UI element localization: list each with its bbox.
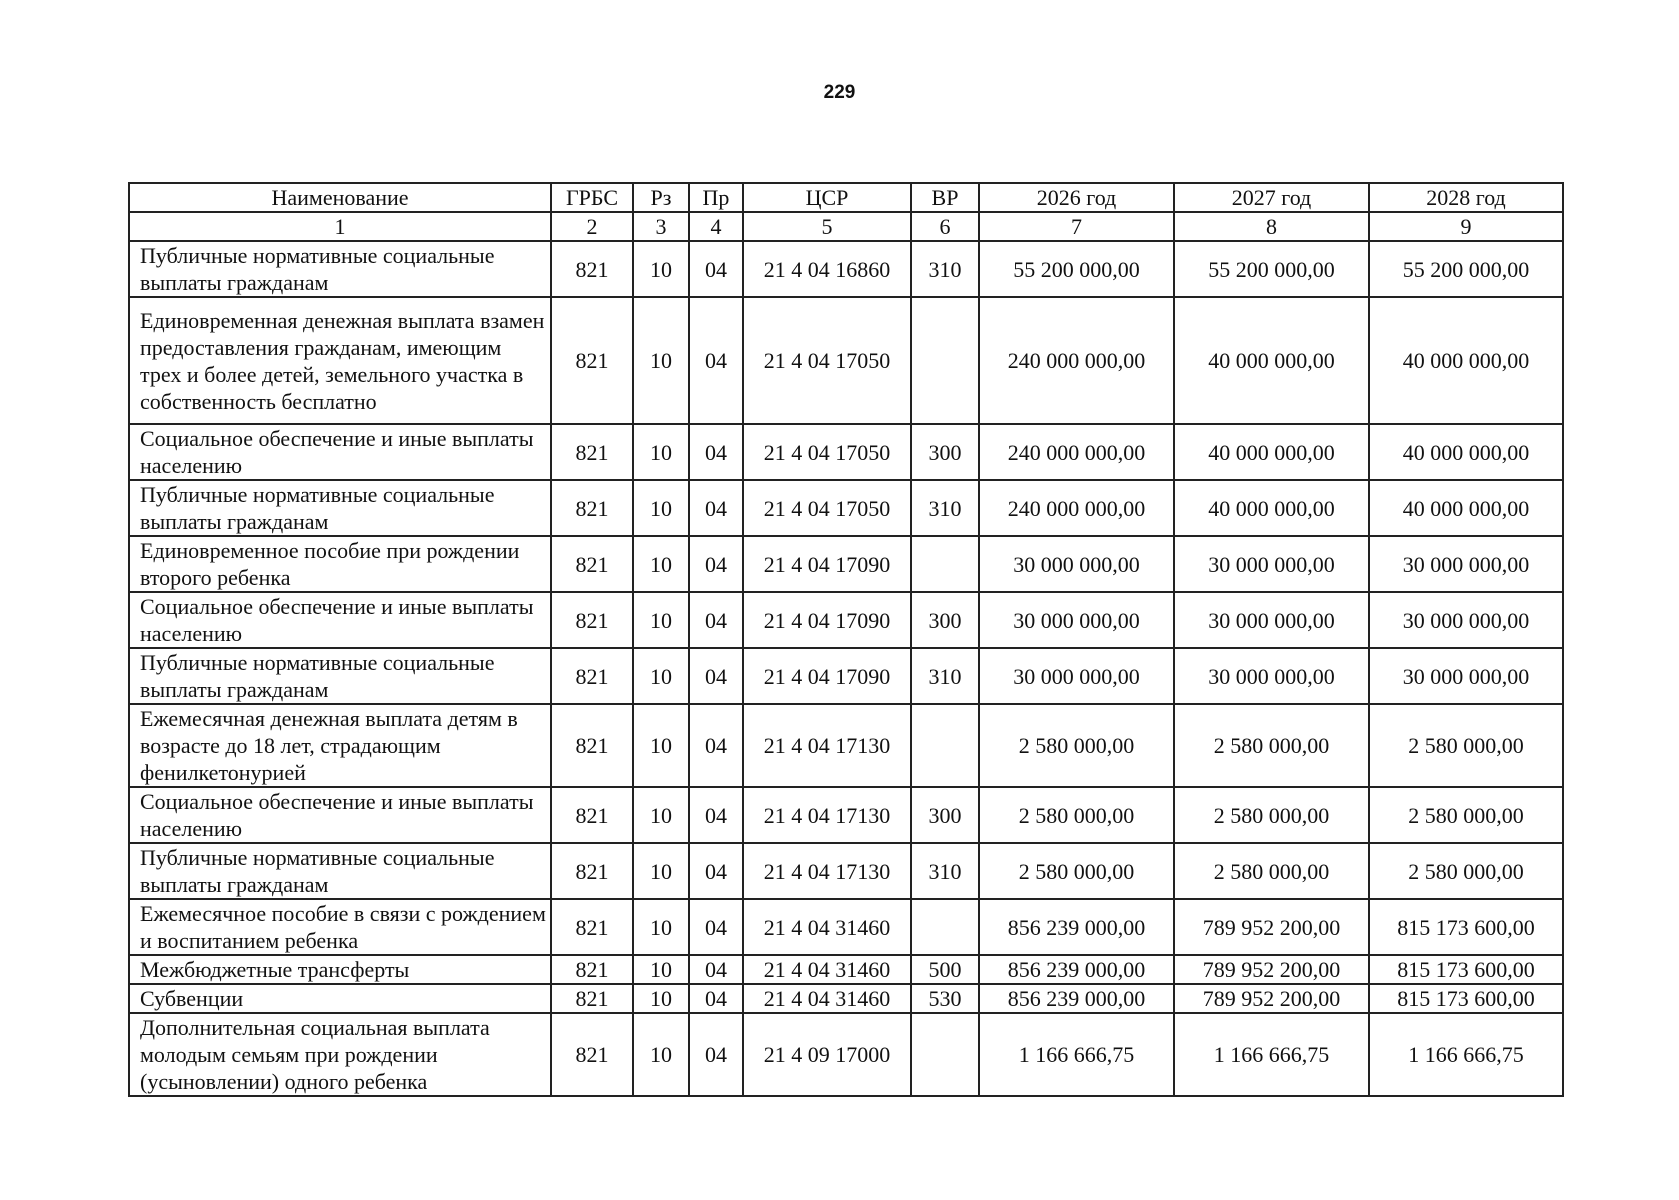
cell-2026: 1 166 666,75 xyxy=(979,1013,1174,1096)
cell-csr: 21 4 04 17090 xyxy=(743,648,911,704)
cell-grbs: 821 xyxy=(551,536,633,592)
cell-vr xyxy=(911,297,979,424)
cell-2027: 40 000 000,00 xyxy=(1174,297,1369,424)
cell-2026: 856 239 000,00 xyxy=(979,899,1174,955)
table-row xyxy=(129,536,1563,592)
cell-grbs: 821 xyxy=(551,1013,633,1096)
cell-rz: 10 xyxy=(633,648,689,704)
table-row xyxy=(129,424,1563,480)
cell-2028: 40 000 000,00 xyxy=(1369,480,1563,536)
column-number: 5 xyxy=(743,212,911,241)
table-row xyxy=(129,297,1563,424)
cell-2026: 2 580 000,00 xyxy=(979,843,1174,899)
cell-2028: 30 000 000,00 xyxy=(1369,592,1563,648)
header-pr: Пр xyxy=(689,183,743,212)
cell-2027: 1 166 666,75 xyxy=(1174,1013,1369,1096)
column-number: 6 xyxy=(911,212,979,241)
cell-vr: 310 xyxy=(911,843,979,899)
cell-csr: 21 4 04 17050 xyxy=(743,297,911,424)
cell-name: Публичные нормативные социальные выплаты гражданам xyxy=(129,843,551,899)
header-2027: 2027 год xyxy=(1174,183,1369,212)
cell-vr: 300 xyxy=(911,424,979,480)
column-number: 8 xyxy=(1174,212,1369,241)
cell-2028: 815 173 600,00 xyxy=(1369,955,1563,984)
cell-pr: 04 xyxy=(689,843,743,899)
cell-2026: 30 000 000,00 xyxy=(979,536,1174,592)
cell-rz: 10 xyxy=(633,899,689,955)
cell-csr: 21 4 04 17130 xyxy=(743,787,911,843)
cell-grbs: 821 xyxy=(551,899,633,955)
cell-grbs: 821 xyxy=(551,648,633,704)
cell-rz: 10 xyxy=(633,1013,689,1096)
cell-vr: 300 xyxy=(911,592,979,648)
cell-csr: 21 4 09 17000 xyxy=(743,1013,911,1096)
cell-2027: 55 200 000,00 xyxy=(1174,241,1369,297)
cell-2028: 55 200 000,00 xyxy=(1369,241,1563,297)
header-csr: ЦСР xyxy=(743,183,911,212)
header-name: Наименование xyxy=(129,183,551,212)
column-number: 2 xyxy=(551,212,633,241)
cell-pr: 04 xyxy=(689,899,743,955)
cell-csr: 21 4 04 17130 xyxy=(743,843,911,899)
cell-2026: 30 000 000,00 xyxy=(979,648,1174,704)
table-row xyxy=(129,648,1563,704)
cell-pr: 04 xyxy=(689,424,743,480)
cell-name: Субвенции xyxy=(129,984,551,1013)
cell-name: Публичные нормативные социальные выплаты гражданам xyxy=(129,241,551,297)
cell-2027: 789 952 200,00 xyxy=(1174,955,1369,984)
budget-table xyxy=(128,182,1564,1097)
cell-grbs: 821 xyxy=(551,984,633,1013)
cell-grbs: 821 xyxy=(551,843,633,899)
cell-2026: 856 239 000,00 xyxy=(979,955,1174,984)
cell-csr: 21 4 04 17090 xyxy=(743,592,911,648)
cell-rz: 10 xyxy=(633,787,689,843)
cell-pr: 04 xyxy=(689,1013,743,1096)
cell-grbs: 821 xyxy=(551,424,633,480)
cell-pr: 04 xyxy=(689,297,743,424)
page-number: 229 xyxy=(823,82,856,103)
cell-pr: 04 xyxy=(689,787,743,843)
cell-2028: 30 000 000,00 xyxy=(1369,648,1563,704)
cell-name: Дополнительная социальная выплата молодым семьям при рождении (усыновлении) одного ребенка xyxy=(129,1013,551,1096)
cell-2028: 815 173 600,00 xyxy=(1369,899,1563,955)
cell-csr: 21 4 04 31460 xyxy=(743,899,911,955)
cell-rz: 10 xyxy=(633,704,689,787)
cell-pr: 04 xyxy=(689,480,743,536)
cell-grbs: 821 xyxy=(551,480,633,536)
cell-pr: 04 xyxy=(689,592,743,648)
cell-vr: 300 xyxy=(911,787,979,843)
cell-grbs: 821 xyxy=(551,297,633,424)
cell-name: Публичные нормативные социальные выплаты гражданам xyxy=(129,480,551,536)
cell-2028: 40 000 000,00 xyxy=(1369,424,1563,480)
cell-rz: 10 xyxy=(633,480,689,536)
cell-2027: 30 000 000,00 xyxy=(1174,536,1369,592)
cell-csr: 21 4 04 31460 xyxy=(743,955,911,984)
column-number: 9 xyxy=(1369,212,1563,241)
cell-grbs: 821 xyxy=(551,592,633,648)
cell-2027: 30 000 000,00 xyxy=(1174,648,1369,704)
cell-2027: 40 000 000,00 xyxy=(1174,424,1369,480)
cell-2026: 30 000 000,00 xyxy=(979,592,1174,648)
column-number: 7 xyxy=(979,212,1174,241)
cell-name: Социальное обеспечение и иные выплаты населению xyxy=(129,787,551,843)
cell-csr: 21 4 04 17090 xyxy=(743,536,911,592)
cell-2026: 240 000 000,00 xyxy=(979,297,1174,424)
cell-rz: 10 xyxy=(633,984,689,1013)
column-number: 4 xyxy=(689,212,743,241)
cell-2028: 2 580 000,00 xyxy=(1369,704,1563,787)
cell-name: Единовременная денежная выплата взамен предоставления гражданам, имеющим трех и более детей, земельного участка в собственность бесплатно xyxy=(129,297,551,424)
header-grbs: ГРБС xyxy=(551,183,633,212)
cell-grbs: 821 xyxy=(551,787,633,843)
cell-rz: 10 xyxy=(633,424,689,480)
cell-vr xyxy=(911,704,979,787)
cell-rz: 10 xyxy=(633,297,689,424)
cell-2026: 240 000 000,00 xyxy=(979,480,1174,536)
cell-pr: 04 xyxy=(689,536,743,592)
cell-csr: 21 4 04 31460 xyxy=(743,984,911,1013)
cell-csr: 21 4 04 16860 xyxy=(743,241,911,297)
header-rz: Рз xyxy=(633,183,689,212)
cell-2028: 815 173 600,00 xyxy=(1369,984,1563,1013)
cell-2027: 30 000 000,00 xyxy=(1174,592,1369,648)
header-vr: ВР xyxy=(911,183,979,212)
cell-2026: 55 200 000,00 xyxy=(979,241,1174,297)
table-body xyxy=(129,241,1563,1096)
table-row xyxy=(129,241,1563,297)
cell-csr: 21 4 04 17050 xyxy=(743,424,911,480)
cell-grbs: 821 xyxy=(551,955,633,984)
cell-2027: 789 952 200,00 xyxy=(1174,899,1369,955)
cell-2028: 2 580 000,00 xyxy=(1369,787,1563,843)
table-row xyxy=(129,955,1563,984)
cell-2026: 856 239 000,00 xyxy=(979,984,1174,1013)
cell-pr: 04 xyxy=(689,704,743,787)
cell-name: Социальное обеспечение и иные выплаты населению xyxy=(129,592,551,648)
cell-name: Межбюджетные трансферты xyxy=(129,955,551,984)
cell-2027: 789 952 200,00 xyxy=(1174,984,1369,1013)
cell-2026: 240 000 000,00 xyxy=(979,424,1174,480)
column-number: 3 xyxy=(633,212,689,241)
header-row xyxy=(129,183,1563,212)
cell-2028: 40 000 000,00 xyxy=(1369,297,1563,424)
column-number-row xyxy=(129,212,1563,241)
cell-name: Ежемесячное пособие в связи с рождением и воспитанием ребенка xyxy=(129,899,551,955)
cell-vr: 500 xyxy=(911,955,979,984)
cell-2028: 2 580 000,00 xyxy=(1369,843,1563,899)
cell-pr: 04 xyxy=(689,241,743,297)
table-row xyxy=(129,843,1563,899)
column-number: 1 xyxy=(129,212,551,241)
table-row xyxy=(129,1013,1563,1096)
cell-2026: 2 580 000,00 xyxy=(979,704,1174,787)
cell-vr xyxy=(911,1013,979,1096)
cell-2027: 2 580 000,00 xyxy=(1174,787,1369,843)
header-2028: 2028 год xyxy=(1369,183,1563,212)
table-row xyxy=(129,984,1563,1013)
cell-pr: 04 xyxy=(689,955,743,984)
cell-pr: 04 xyxy=(689,984,743,1013)
cell-vr: 310 xyxy=(911,480,979,536)
cell-name: Ежемесячная денежная выплата детям в возрасте до 18 лет, страдающим фенилкетонурией xyxy=(129,704,551,787)
cell-rz: 10 xyxy=(633,536,689,592)
cell-vr: 310 xyxy=(911,241,979,297)
cell-name: Социальное обеспечение и иные выплаты населению xyxy=(129,424,551,480)
table-row xyxy=(129,704,1563,787)
header-2026: 2026 год xyxy=(979,183,1174,212)
cell-vr xyxy=(911,536,979,592)
table-row xyxy=(129,787,1563,843)
cell-grbs: 821 xyxy=(551,704,633,787)
cell-csr: 21 4 04 17130 xyxy=(743,704,911,787)
cell-2027: 40 000 000,00 xyxy=(1174,480,1369,536)
cell-2027: 2 580 000,00 xyxy=(1174,704,1369,787)
cell-rz: 10 xyxy=(633,843,689,899)
cell-2028: 30 000 000,00 xyxy=(1369,536,1563,592)
cell-name: Публичные нормативные социальные выплаты гражданам xyxy=(129,648,551,704)
cell-rz: 10 xyxy=(633,241,689,297)
cell-vr: 530 xyxy=(911,984,979,1013)
cell-csr: 21 4 04 17050 xyxy=(743,480,911,536)
cell-2027: 2 580 000,00 xyxy=(1174,843,1369,899)
cell-rz: 10 xyxy=(633,592,689,648)
table-row xyxy=(129,592,1563,648)
table-row xyxy=(129,480,1563,536)
cell-pr: 04 xyxy=(689,648,743,704)
cell-2028: 1 166 666,75 xyxy=(1369,1013,1563,1096)
cell-2026: 2 580 000,00 xyxy=(979,787,1174,843)
cell-vr: 310 xyxy=(911,648,979,704)
table-row xyxy=(129,899,1563,955)
cell-vr xyxy=(911,899,979,955)
cell-rz: 10 xyxy=(633,955,689,984)
cell-name: Единовременное пособие при рождении второго ребенка xyxy=(129,536,551,592)
cell-grbs: 821 xyxy=(551,241,633,297)
